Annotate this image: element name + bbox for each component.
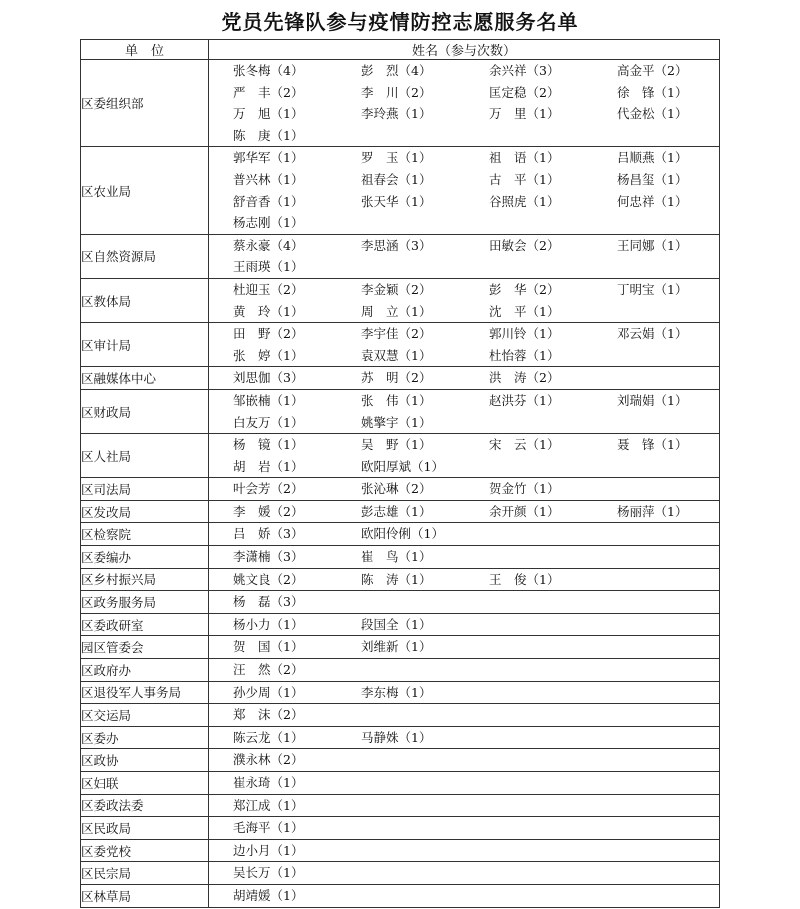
table-row: [81, 389, 720, 433]
unit-column-header: 单 位: [81, 40, 209, 60]
page-title: 党员先锋队参与疫情防控志愿服务名单: [221, 10, 579, 34]
volunteer-name: 周 立（1）: [361, 303, 432, 319]
names-cell: [209, 839, 720, 862]
volunteer-name: 张 婷（1）: [233, 347, 304, 363]
volunteer-name: 李金颖（2）: [361, 281, 432, 297]
volunteer-name: 蔡永豪（4）: [233, 237, 304, 253]
volunteer-name: 吴长万（1）: [233, 865, 304, 881]
volunteer-name: 杨 磊（3）: [233, 594, 304, 610]
names-grid: [209, 840, 719, 862]
volunteer-name: 黄 玲（1）: [233, 303, 304, 319]
volunteer-name: 余兴祥（3）: [489, 63, 560, 78]
names-cell: [209, 147, 720, 234]
unit-name-cell: 区自然资源局: [81, 234, 209, 278]
volunteer-name: 杜怡蓉（1）: [489, 347, 560, 363]
names-grid: [209, 323, 719, 366]
unit-name-cell: 区林草局: [81, 884, 209, 907]
table-row: [81, 278, 720, 322]
volunteer-name: 胡靖媛（1）: [233, 887, 304, 903]
volunteer-roster-table: [80, 39, 720, 908]
volunteer-name: 何忠祥（1）: [617, 193, 688, 209]
unit-name-cell: 区委组织部: [81, 60, 209, 147]
names-grid: [209, 862, 719, 884]
volunteer-name: 张冬梅（4）: [233, 63, 304, 78]
volunteer-name: 郑 沫（2）: [233, 707, 304, 723]
volunteer-name: 袁双慧（1）: [361, 347, 432, 363]
unit-name-cell: 区妇联: [81, 772, 209, 795]
volunteer-name: 贺 国（1）: [233, 639, 304, 655]
volunteer-name: 丁明宝（1）: [617, 281, 688, 297]
volunteer-name: 刘维新（1）: [361, 639, 432, 655]
volunteer-name: 刘瑞娟（1）: [617, 392, 688, 408]
unit-name-cell: 区民政局: [81, 817, 209, 840]
names-cell: [209, 704, 720, 727]
table-row: [81, 839, 720, 862]
names-column-header: 姓名（参与次数）: [209, 40, 720, 60]
unit-name-cell: 区委政研室: [81, 613, 209, 636]
volunteer-name: 罗 玉（1）: [361, 150, 432, 166]
volunteer-name: 边小月（1）: [233, 842, 304, 858]
table-row: [81, 726, 720, 749]
names-cell: [209, 613, 720, 636]
table-row: [81, 749, 720, 772]
table-row: [81, 636, 720, 659]
volunteer-name: 姚文良（2）: [233, 571, 304, 587]
volunteer-name: 彭志雄（1）: [361, 503, 432, 519]
volunteer-name: 余开颜（1）: [489, 503, 560, 519]
volunteer-name: 古 平（1）: [489, 171, 560, 187]
volunteer-name: 杨小力（1）: [233, 616, 304, 632]
volunteer-name: 万 里（1）: [489, 106, 560, 122]
names-grid: [209, 147, 719, 233]
volunteer-name: 胡 岩（1）: [233, 458, 304, 474]
table-header-row: [81, 40, 720, 60]
volunteer-name: 沈 平（1）: [489, 303, 560, 319]
names-cell: [209, 523, 720, 546]
unit-name-cell: 区融媒体中心: [81, 367, 209, 390]
names-grid: [209, 636, 719, 658]
table-row: [81, 704, 720, 727]
table-row: [81, 434, 720, 478]
volunteer-name: 李东梅（1）: [361, 684, 432, 700]
volunteer-name: 李 川（2）: [361, 84, 432, 100]
names-cell: [209, 434, 720, 478]
unit-name-cell: 区委政法委: [81, 794, 209, 817]
volunteer-name: 贺金竹（1）: [489, 481, 560, 497]
table-row: [81, 862, 720, 885]
unit-name-cell: 区政务服务局: [81, 591, 209, 614]
table-row: [81, 367, 720, 390]
unit-name-cell: 区农业局: [81, 147, 209, 234]
volunteer-name: 徐 锋（1）: [617, 84, 688, 100]
volunteer-name: 祖 语（1）: [489, 150, 560, 166]
volunteer-name: 马静姝（1）: [361, 729, 432, 745]
volunteer-name: 崔永琦（1）: [233, 775, 304, 790]
names-grid: [209, 279, 719, 322]
table-row: [81, 500, 720, 523]
volunteer-name: 张天华（1）: [361, 193, 432, 209]
names-grid: [209, 817, 719, 839]
names-grid: [209, 885, 719, 907]
unit-name-cell: 区司法局: [81, 478, 209, 501]
volunteer-name: 代金松（1）: [617, 106, 688, 122]
volunteer-name: 郭川铃（1）: [489, 326, 560, 342]
table-row: [81, 478, 720, 501]
names-grid: [209, 523, 719, 545]
names-cell: [209, 749, 720, 772]
volunteer-name: 张 伟（1）: [361, 392, 432, 408]
volunteer-name: 杨 镜（1）: [233, 437, 304, 453]
names-grid: [209, 501, 719, 523]
names-cell: [209, 681, 720, 704]
names-cell: [209, 500, 720, 523]
names-grid: [209, 727, 719, 749]
volunteer-name: 邓云娟（1）: [617, 326, 688, 342]
unit-name-cell: 区委编办: [81, 546, 209, 569]
volunteer-name: 苏 明（2）: [361, 370, 432, 386]
names-grid: [209, 478, 719, 500]
table-row: [81, 613, 720, 636]
volunteer-name: 王同娜（1）: [617, 237, 688, 253]
unit-name-cell: 区乡村振兴局: [81, 568, 209, 591]
unit-name-cell: 区发改局: [81, 500, 209, 523]
table-row: [81, 681, 720, 704]
table-row: [81, 568, 720, 591]
table-row: [81, 523, 720, 546]
volunteer-name: 宋 云（1）: [489, 437, 560, 453]
volunteer-name: 濮永林（2）: [233, 752, 304, 768]
volunteer-name: 毛海平（1）: [233, 820, 304, 836]
volunteer-name: 田 野（2）: [233, 326, 304, 342]
volunteer-name: 赵洪芬（1）: [489, 392, 560, 408]
volunteer-name: 王 俊（1）: [489, 571, 560, 587]
volunteer-name: 洪 涛（2）: [489, 370, 560, 386]
volunteer-name: 祖春会（1）: [361, 171, 432, 187]
names-cell: [209, 862, 720, 885]
unit-name-cell: 区教体局: [81, 278, 209, 322]
names-grid: [209, 235, 719, 278]
names-grid: [209, 60, 719, 146]
volunteer-name: 郑江成（1）: [233, 797, 304, 813]
volunteer-name: 彭 烈（4）: [361, 63, 432, 78]
table-row: [81, 147, 720, 234]
volunteer-name: 欧阳伶俐（1）: [361, 526, 444, 542]
table-row: [81, 591, 720, 614]
volunteer-name: 彭 华（2）: [489, 281, 560, 297]
table-row: [81, 884, 720, 907]
volunteer-name: 万 旭（1）: [233, 106, 304, 122]
volunteer-name: 邹嵌楠（1）: [233, 392, 304, 408]
volunteer-name: 刘思伽（3）: [233, 370, 304, 386]
volunteer-name: 王雨瑛（1）: [233, 259, 304, 275]
unit-name-cell: 区民宗局: [81, 862, 209, 885]
table-row: [81, 234, 720, 278]
names-grid: [209, 772, 719, 794]
names-grid: [209, 591, 719, 613]
volunteer-name: 谷照虎（1）: [489, 193, 560, 209]
names-grid: [209, 749, 719, 771]
unit-name-cell: 区财政局: [81, 389, 209, 433]
names-cell: [209, 546, 720, 569]
volunteer-name: 李玲燕（1）: [361, 106, 432, 122]
volunteer-name: 孙少周（1）: [233, 684, 304, 700]
volunteer-name: 姚擎宇（1）: [361, 414, 432, 430]
volunteer-name: 杨昌玺（1）: [617, 171, 688, 187]
names-cell: [209, 772, 720, 795]
unit-name-cell: 区人社局: [81, 434, 209, 478]
unit-name-cell: 区检察院: [81, 523, 209, 546]
names-grid: [209, 546, 719, 568]
names-cell: [209, 884, 720, 907]
unit-name-cell: 区委党校: [81, 839, 209, 862]
volunteer-name: 吕顺燕（1）: [617, 150, 688, 166]
volunteer-name: 段国全（1）: [361, 616, 432, 632]
table-row: [81, 546, 720, 569]
names-grid: [209, 659, 719, 681]
volunteer-name: 陈 涛（1）: [361, 571, 432, 587]
names-grid: [209, 390, 719, 433]
table-row: [81, 772, 720, 795]
volunteer-name: 高金平（2）: [617, 63, 688, 78]
names-grid: [209, 795, 719, 817]
volunteer-name: 普兴林（1）: [233, 171, 304, 187]
names-grid: [209, 569, 719, 591]
names-cell: [209, 234, 720, 278]
unit-name-cell: 区交运局: [81, 704, 209, 727]
table-row: [81, 817, 720, 840]
volunteer-name: 聂 锋（1）: [617, 437, 688, 453]
volunteer-name: 叶会芳（2）: [233, 481, 304, 497]
names-cell: [209, 478, 720, 501]
names-grid: [209, 614, 719, 636]
volunteer-name: 李思涵（3）: [361, 237, 432, 253]
volunteer-name: 吴 野（1）: [361, 437, 432, 453]
names-cell: [209, 278, 720, 322]
names-cell: [209, 817, 720, 840]
names-grid: [209, 682, 719, 704]
roster-body: [81, 60, 720, 908]
volunteer-name: 李 媛（2）: [233, 503, 304, 519]
table-row: [81, 60, 720, 147]
table-row: [81, 659, 720, 682]
volunteer-name: 欧阳厚斌（1）: [361, 458, 444, 474]
volunteer-name: 李潇楠（3）: [233, 549, 304, 565]
names-cell: [209, 323, 720, 367]
names-cell: [209, 794, 720, 817]
volunteer-name: 严 丰（2）: [233, 84, 304, 100]
names-cell: [209, 60, 720, 147]
volunteer-name: 汪 然（2）: [233, 662, 304, 678]
names-grid: [209, 704, 719, 726]
names-cell: [209, 636, 720, 659]
volunteer-name: 杨丽萍（1）: [617, 503, 688, 519]
table-row: [81, 323, 720, 367]
names-cell: [209, 591, 720, 614]
volunteer-name: 郭华军（1）: [233, 150, 304, 166]
unit-name-cell: 园区管委会: [81, 636, 209, 659]
unit-name-cell: 区政府办: [81, 659, 209, 682]
names-cell: [209, 659, 720, 682]
table-row: [81, 794, 720, 817]
unit-name-cell: 区退役军人事务局: [81, 681, 209, 704]
names-cell: [209, 568, 720, 591]
unit-name-cell: 区政协: [81, 749, 209, 772]
volunteer-name: 田敏会（2）: [489, 237, 560, 253]
volunteer-name: 崔 鸟（1）: [361, 549, 432, 565]
volunteer-name: 杜迎玉（2）: [233, 281, 304, 297]
volunteer-name: 匡定稳（2）: [489, 84, 560, 100]
names-cell: [209, 726, 720, 749]
volunteer-name: 杨志刚（1）: [233, 215, 304, 231]
names-grid: [209, 367, 719, 389]
volunteer-name: 李宇佳（2）: [361, 326, 432, 342]
volunteer-name: 张沁琳（2）: [361, 481, 432, 497]
volunteer-name: 陈云龙（1）: [233, 729, 304, 745]
volunteer-name: 白友万（1）: [233, 414, 304, 430]
volunteer-name: 陈 庚（1）: [233, 127, 304, 143]
names-grid: [209, 434, 719, 477]
names-cell: [209, 389, 720, 433]
volunteer-name: 舒音香（1）: [233, 193, 304, 209]
volunteer-name: 吕 娇（3）: [233, 526, 304, 542]
unit-name-cell: 区委办: [81, 726, 209, 749]
unit-name-cell: 区审计局: [81, 323, 209, 367]
names-cell: [209, 367, 720, 390]
